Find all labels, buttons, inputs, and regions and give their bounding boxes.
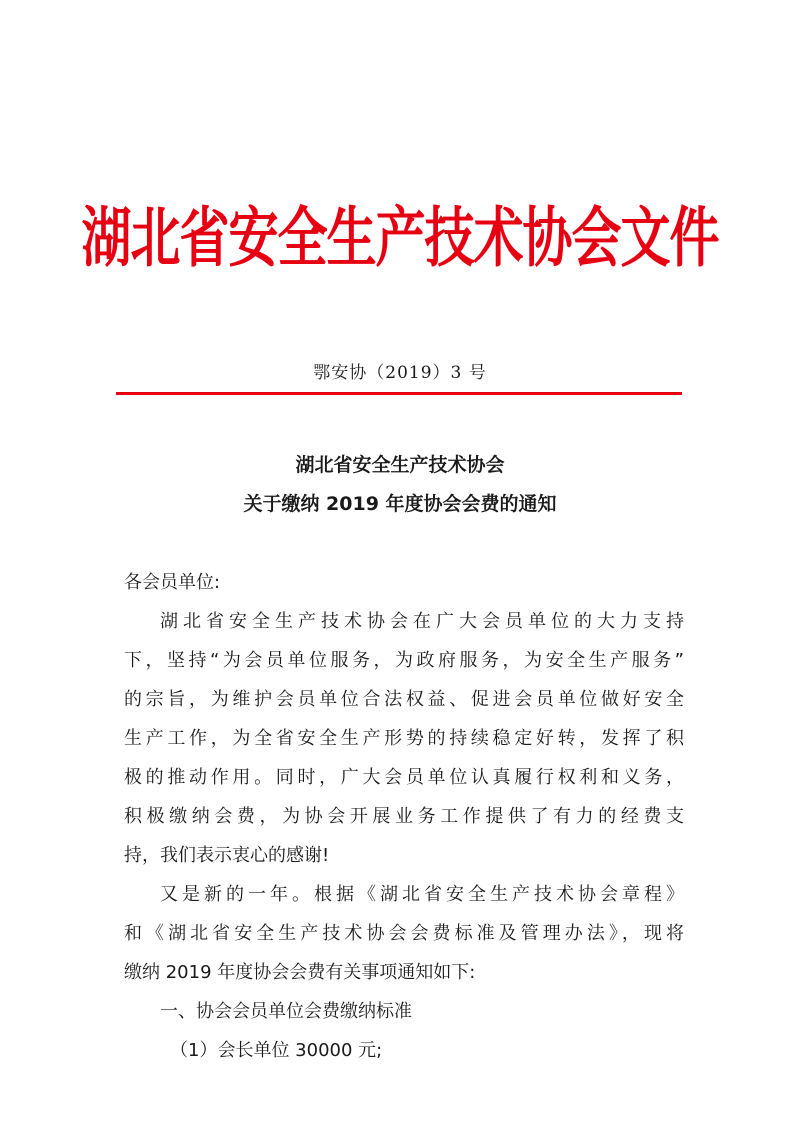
paragraph-1-line-7: 持，我们表示衷心的感谢! (124, 845, 330, 866)
paragraph-1-line-1: 湖北省安全生产技术协会在广大会员单位的大力支持 (160, 611, 684, 632)
notice-title-line-2: 关于缴纳 2019 年度协会会费的通知 (243, 493, 557, 515)
paragraph-1-line-5: 极的推动作用。同时，广大会员单位认真履行权利和义务， (124, 767, 684, 788)
red-divider-line (116, 392, 682, 395)
paragraph-1-line-4: 生产工作，为全省安全生产形势的持续稳定好转，发挥了积 (124, 728, 684, 749)
salutation: 各会员单位: (124, 572, 221, 593)
section-1-heading: 一、协会会员单位会费缴纳标准 (160, 1001, 412, 1022)
paragraph-2-line-3: 缴纳 2019 年度协会会费有关事项通知如下: (124, 962, 476, 983)
paragraph-1-line-2: 下，坚持“为会员单位服务，为政府服务，为安全生产服务” (124, 650, 684, 671)
paragraph-2-line-2: 和《湖北省安全生产技术协会会费标准及管理办法》，现将 (124, 923, 684, 944)
paragraph-1-line-6: 积极缴纳会费，为协会开展业务工作提供了有力的经费支 (124, 806, 684, 827)
document-header-title: 湖北省安全生产技术协会文件 (81, 200, 719, 276)
section-1-item-1: （1）会长单位 30000 元; (170, 1040, 383, 1061)
paragraph-1-line-3: 的宗旨，为维护会员单位合法权益、促进会员单位做好安全 (124, 689, 684, 710)
notice-title-line-1: 湖北省安全生产技术协会 (295, 454, 505, 476)
notice-body (124, 563, 684, 1070)
paragraph-2-line-1: 又是新的一年。根据《湖北省安全生产技术协会章程》 (160, 884, 684, 905)
document-number: 鄂安协（2019）3 号 (313, 363, 487, 383)
